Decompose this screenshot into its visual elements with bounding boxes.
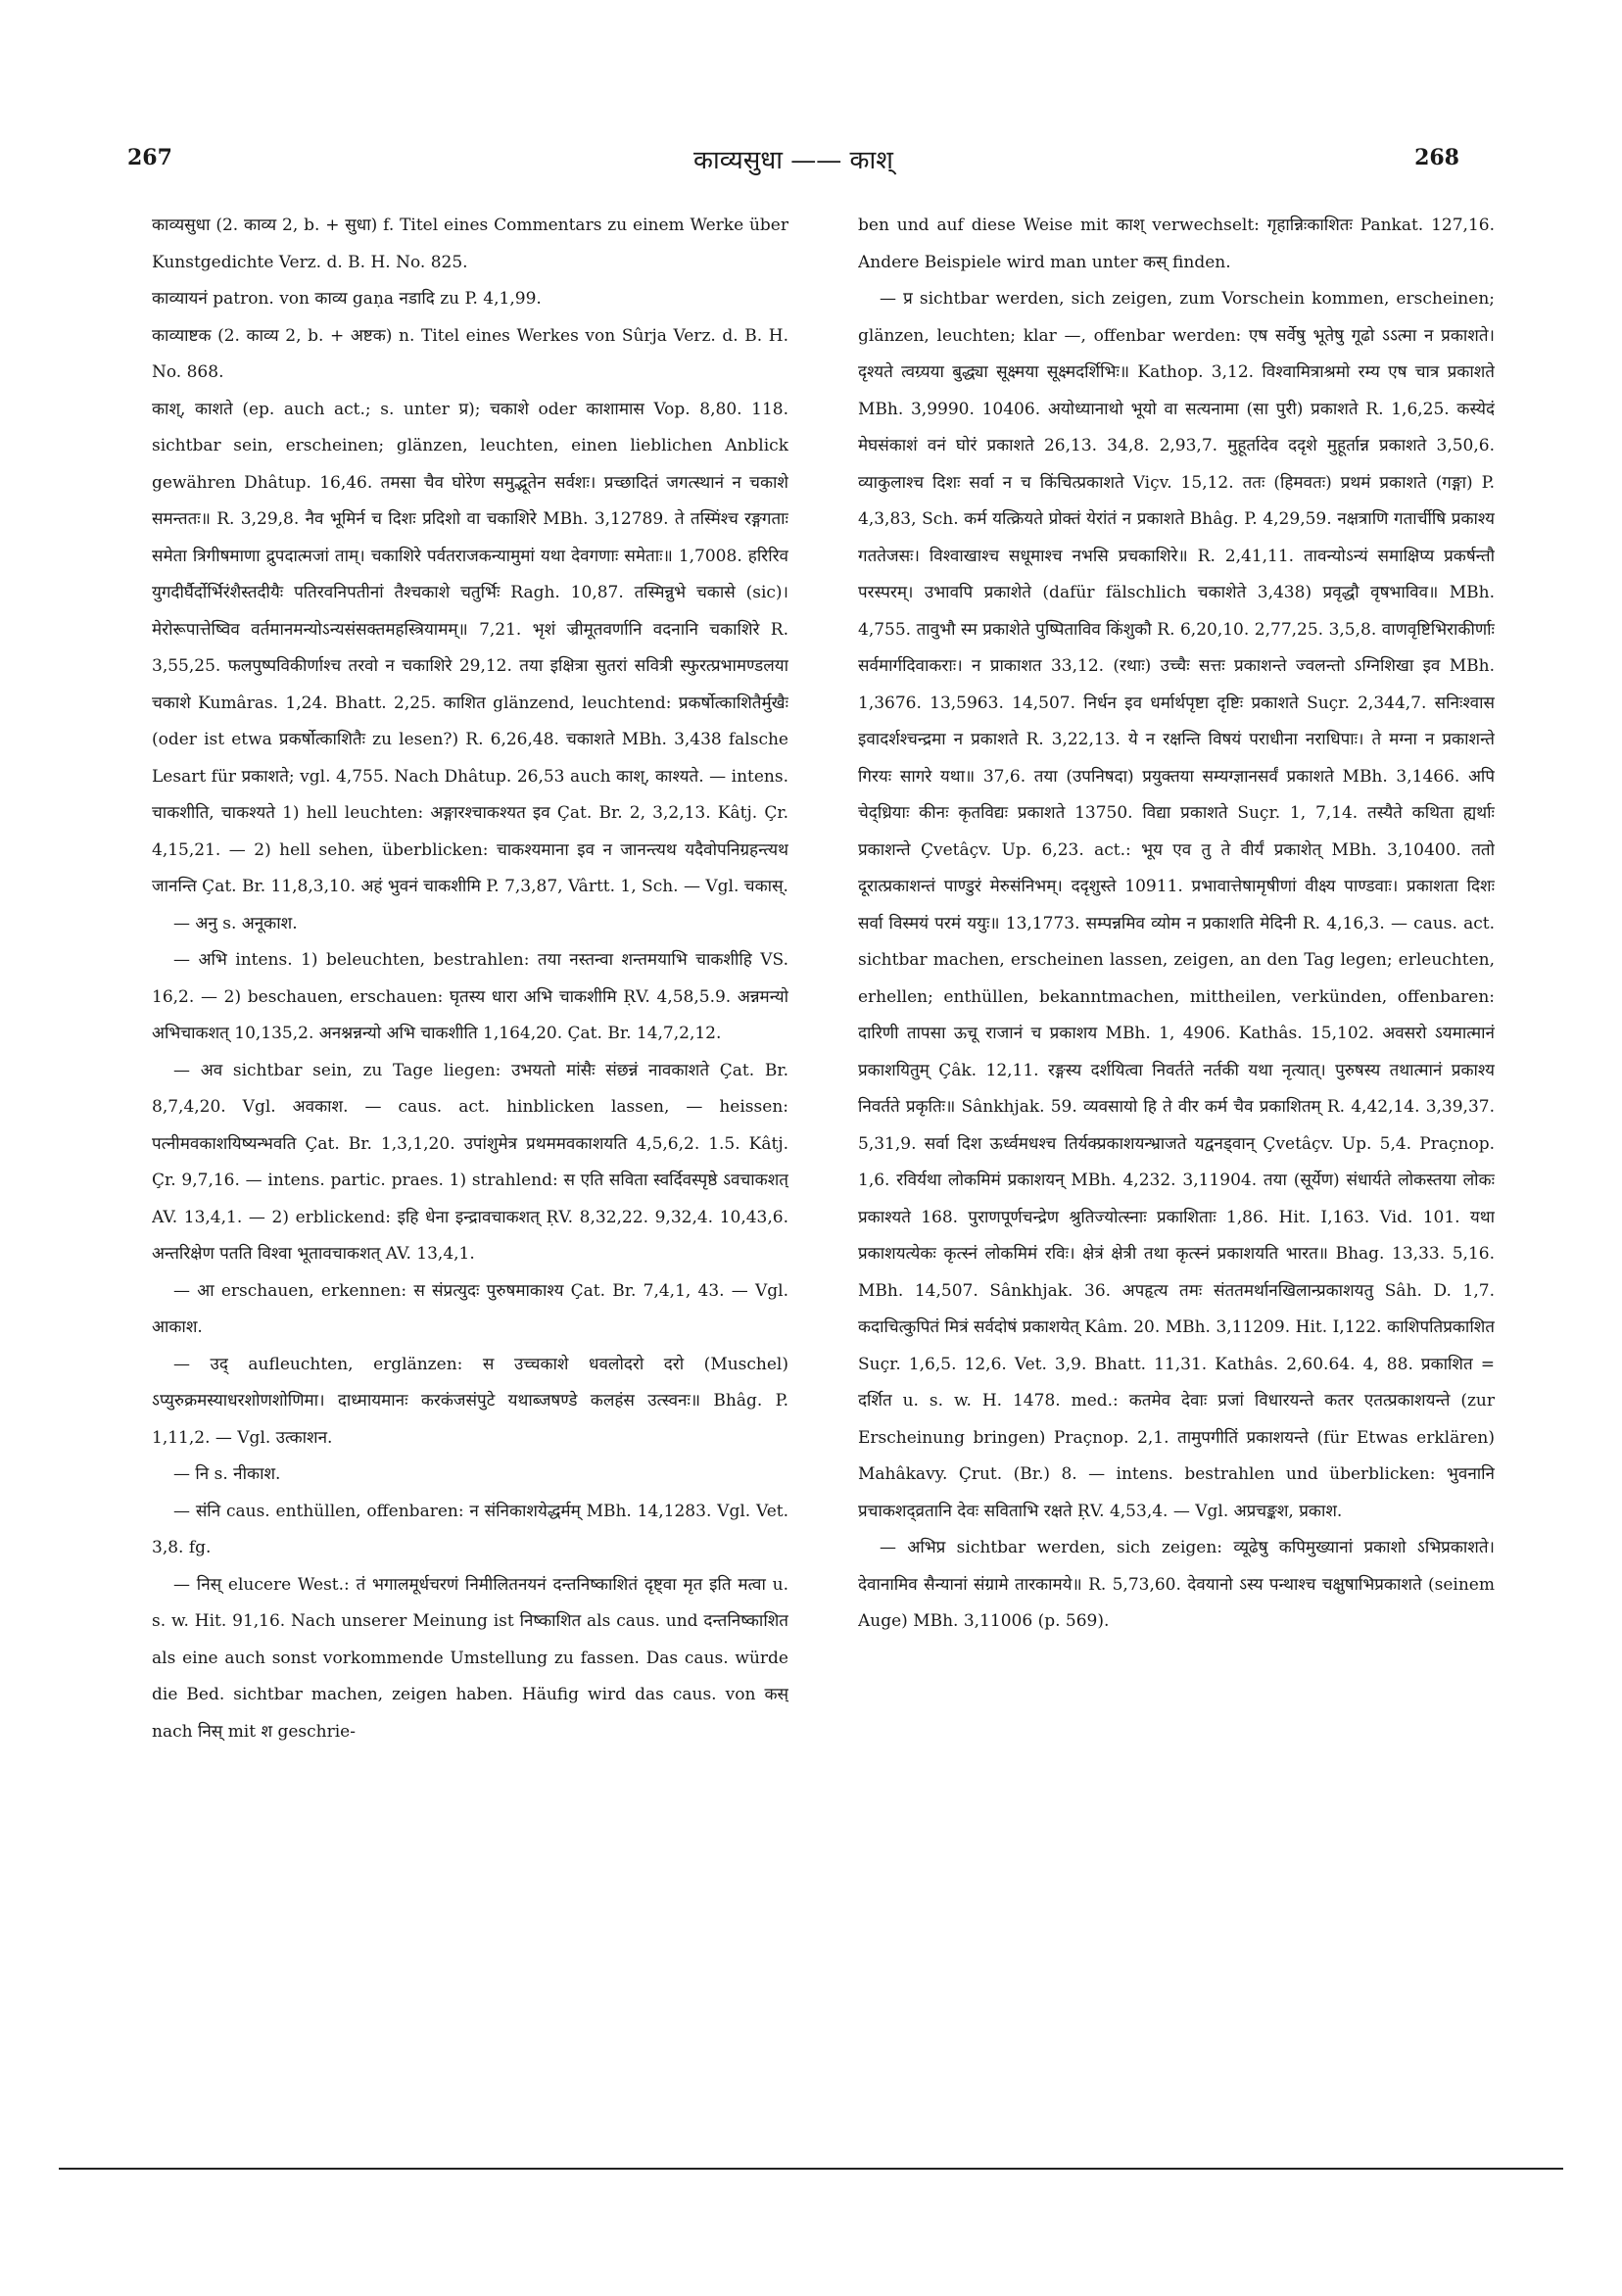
- entry-kavyashtaka: काव्याष्टक (2. काव्य 2, b. + अष्टक) n. Titel eines Werkes von Sûrja Verz. d. B. H. No. 868.: [152, 325, 788, 382]
- entry-kavyayana: काव्यायनं patron. von काव्य gaṇa नडादि zu P. 4,1,99.: [152, 289, 542, 309]
- subentry-abhipra: — अभिप्र sichtbar werden, sich zeigen: व्यूढेषु कपिमुख्यानां प्रकाशो ऽभिप्रकाशते। देवानामिव सैन्यानां संग्रामे तारकामये॥ R. 5,73,60. देवयानो ऽस्य पन्थाश्च चक्षुषाभिप्रकाशते (seinem Auge) MBh. 3,11006 (p. 569).: [858, 1538, 1495, 1631]
- page-title: काव्यसुधा —— काश्: [693, 146, 893, 175]
- right-column: [858, 208, 1495, 1853]
- subentry-a: — आ erschauen, erkennen: स संप्रत्युदः पुरुषमाकाश्य Çat. Br. 7,4,1, 43. — Vgl. आकाश.: [152, 1280, 788, 1337]
- subentry-anu: — अनु s. अनूकाश.: [173, 913, 298, 933]
- continuation-nis: ben und auf diese Weise mit काश् verwechselt: गृहान्निःकाशितः Pankat. 127,16. Andere Beispiele wird man unter कस् finden.: [858, 215, 1495, 272]
- subentry-ni: — नि s. नीकाश.: [173, 1464, 281, 1484]
- subentry-ud: — उद् aufleuchten, erglänzen: स उच्चकाशे धवलोदरो दरो (Muschel) ऽप्युरुक्रमस्याधरशोणशोणिमा। दाध्मायमानः करकंजसंपुटे यथाब्जषण्डे कलहंस उत्स्वनः॥ Bhâg. P. 1,11,2. — Vgl. उत्काशन.: [152, 1354, 788, 1448]
- footer-rule: [59, 2168, 1563, 2170]
- subentry-ava: — अव sichtbar sein, zu Tage liegen: उभयतो मांसैः संछन्नं नावकाशते Çat. Br. 8,7,4,20. Vgl. अवकाश. — caus. act. hinblicken lassen, — heissen: पत्नीमवकाशयिष्यन्भवति Çat. Br. 1,3,1,20. उपांशुमेत्र प्रथममवकाशयति 4,5,6,2. 1.5. Kâtj. Çr. 9,7,16. — intens. partic. praes. 1) strahlend: स एति सविता स्वर्दिवस्पृष्ठे ऽवचाकशत् AV. 13,4,1. — 2) erblickend: इहि धेना इन्द्रावचाकशत् ṚV. 8,32,22. 9,32,4. 10,43,6. अन्तरिक्षेण पतति विश्वा भूतावचाकशत् AV. 13,4,1.: [152, 1060, 788, 1264]
- page-header: [127, 145, 1459, 184]
- subentry-nis: — निस् elucere West.: तं भगालमूर्धचरणं निमीलितनयनं दन्तनिष्काशितं दृष्ट्वा मृत इति मत्वा u. s. w. Hit. 91,16. Nach unserer Meinung ist निष्काशित als caus. und दन्तनिष्काशित als eine auch sonst vorkommende Umstellung zu fassen. Das caus. würde die Bed. sichtbar machen, zeigen haben. Häufig wird das caus. von कस् nach निस् mit श geschrie-: [152, 1574, 788, 1742]
- left-page-number: 267: [127, 145, 172, 170]
- right-page-number: 268: [1414, 145, 1459, 170]
- subentry-samni: — संनि caus. enthüllen, offenbaren: न संनिकाशयेद्धर्मम् MBh. 14,1283. Vgl. Vet. 3,8. fg.: [152, 1501, 788, 1557]
- entry-kavyasudha: काव्यसुधा (2. काव्य 2, b. + सुधा) f. Titel eines Commentars zu einem Werke über Kunstgedichte Verz. d. B. H. No. 825.: [152, 215, 788, 272]
- subentry-pra: — प्र sichtbar werden, sich zeigen, zum Vorschein kommen, erscheinen; glänzen, leuchten; klar —, offenbar werden: एष सर्वेषु भूतेषु गूढो ऽऽत्मा न प्रकाशते। दृश्यते त्वग्र्यया बुद्ध्या सूक्ष्मया सूक्ष्मदर्शिभिः॥ Kathop. 3,12. विश्वामित्राश्रमो रम्य एष चात्र प्रकाशते MBh. 3,9990. 10406. अयोध्यानाथो भूयो वा सत्यनामा (सा पुरी) प्रकाशते R. 1,6,25. कस्येदं मेघसंकाशं वनं घोरं प्रकाशते 26,13. 34,8. 2,93,7. मुहूर्तादेव ददृशे मुहूर्तान्न प्रकाशते 3,50,6. व्याकुलाश्च दिशः सर्वा न च किंचित्प्रकाशते Viçv. 15,12. ततः (हिमवतः) प्रथमं प्रकाशते (गङ्गा) P. 4,3,83, Sch. कर्म यत्क्रियते प्रोक्तं येरांतं न प्रकाशते Bhâg. P. 4,29,59. नक्षत्राणि गतार्चीषि प्रकाश्य गततेजसः। विश्वाखाश्च सधूमाश्च नभसि प्रचकाशिरे॥ R. 2,41,11. तावन्योऽन्यं समाक्षिप्य प्रकर्षन्तौ परस्परम्। उभावपि प्रकाशेते (dafür fälschlich चकाशेते 3,438) प्रवृद्धौ वृषभाविव॥ MBh. 4,755. तावुभौ स्म प्रकाशेते पुष्पिताविव किंशुकौ R. 6,20,10. 2,77,25. 3,5,8. वाणवृष्टिभिराकीर्णाः सर्वमार्गदिवाकराः। न प्राकाशत 33,12. (रथाः) उच्चैः सत्तः प्रकाशन्ते ज्वलन्तो ऽग्निशिखा इव MBh. 1,3676. 13,5963. 14,507. निर्धन इव धर्मार्थपृष्टा दृष्टिः प्रकाशते Suçr. 2,344,7. सनिःश्वास इवादर्शश्चन्द्रमा न प्रकाशते R. 3,22,13. ये न रक्षन्ति विषयं पराधीना नराधिपाः। ते मग्ना न प्रकाशन्ते गिरयः सागरे यथा॥ 37,6. तया (उपनिषदा) प्रयुक्तया सम्यग्ज्ञानसर्वं प्रकाशते MBh. 3,1466. अपि चेद्ध्रियाः कीनः कृतविद्यः प्रकाशते 13750. विद्या प्रकाशते Suçr. 1, 7,14. तस्यैते कथिता ह्यर्थाः प्रकाशन्ते Çvetâçv. Up. 6,23. act.: भूय एव तु ते वीर्यं प्रकाशेत् MBh. 3,10400. ततो दूरात्प्रकाशन्तं पाण्डुरं मेरुसंनिभम्। ददृशुस्ते 10911. प्रभावात्तेषामृषीणां वीक्ष्य पाण्डवाः। प्रकाशता दिशः सर्वा विस्मयं परमं ययुः॥ 13,1773. सम्पन्नमिव व्योम न प्रकाशति मेदिनी R. 4,16,3. — caus. act. sichtbar machen, erscheinen lassen, zeigen, an den Tag legen; erleuchten, erhellen; enthüllen, bekanntmachen, mittheilen, verkünden, offenbaren: दारिणी तापसा ऊचू राजानं च प्रकाशय MBh. 1, 4906. Kathâs. 15,102. अवसरो ऽयमात्मानं प्रकाशयितुम् Çâk. 12,11. रङ्गस्य दर्शयित्वा निवर्तते नर्तकी यथा नृत्यात्। पुरुषस्य तथात्मानं प्रकाश्य निवर्तते प्रकृतिः॥ Sânkhjak. 59. व्यवसायो हि ते वीर कर्म चैव प्रकाशितम् R. 4,42,14. 3,39,37. 5,31,9. सर्वा दिश ऊर्ध्वमधश्च तिर्यक्प्रकाशयन्भ्राजते यद्वनड्वान् Çvetâçv. Up. 5,4. Praçnop. 1,6. रविर्यथा लोकमिमं प्रकाशयन् MBh. 4,232. 3,11904. तया (सूर्येण) संधार्यते लोकस्तया लोकः प्रकाश्यते 168. पुराणपूर्णचन्द्रेण श्रुतिज्योत्स्नाः प्रकाशिताः 1,86. Hit. I,163. Vid. 101. यथा प्रकाशयत्येकः कृत्स्नं लोकमिमं रविः। क्षेत्रं क्षेत्री तथा कृत्स्नं प्रकाशयति भारत॥ Bhag. 13,33. 5,16. MBh. 14,507. Sânkhjak. 36. अपहृत्य तमः संततमर्थानखिलान्प्रकाशयतु Sâh. D. 1,7. कदाचित्कुपितं मित्रं सर्वदोषं प्रकाशयेत् Kâm. 20. MBh. 3,11209. Hit. I,122. काशिपतिप्रकाशित Suçr. 1,6,5. 12,6. Vet. 3,9. Bhatt. 11,31. Kathâs. 2,60.64. 4, 88. प्रकाशित = दर्शित u. s. w. H. 1478. med.: कतमेव देवाः प्रजां विधारयन्ते कतर एतत्प्रकाशयन्ते (zur Erscheinung bringen) Praçnop. 2,1. तामुपगीतिं प्रकाशयन्ते (für Etwas erklären) Mahâkavy. Çrut. (Br.) 8. — intens. bestrahlen und überblicken: भुवनानि प्रचाकशद्व्रतानि देवः सविताभि रक्षते ṚV. 4,53,4. — Vgl. अप्रचङ्कश, प्रकाश.: [858, 289, 1495, 1521]
- subentry-abhi: — अभि intens. 1) beleuchten, bestrahlen: तया नस्तन्वा शन्तमयाभि चाकशीहि VS. 16,2. — 2) beschauen, erschauen: घृतस्य धारा अभि चाकशीमि ṚV. 4,58,5.9. अन्नमन्यो अभिचाकशत् 10,135,2. अनश्नन्नन्यो अभि चाकशीति 1,164,20. Çat. Br. 14,7,2,12.: [152, 950, 788, 1043]
- left-column: [152, 208, 788, 1853]
- entry-kash: काश्, काशते (ep. auch act.; s. unter प्र); चकाशे oder काशामास Vop. 8,80. 118. sichtbar sein, erscheinen; glänzen, leuchten, einen lieblichen Anblick gewähren Dhâtup. 16,46. तमसा चैव घोरेण समुद्भूतेन सर्वशः। प्रच्छादितं जगत्स्थानं न चकाशे समन्ततः॥ R. 3,29,8. नैव भूमिर्न च दिशः प्रदिशो वा चकाशिरे MBh. 3,12789. ते तस्मिंश्च रङ्गगताः समेता त्रिगीषमाणा द्रुपदात्मजां ताम्। चकाशिरे पर्वतराजकन्यामुमां यथा देवगणाः समेताः॥ 1,7008. हरिरिव युगदीर्घैर्दोर्भिरंशैस्तदीयैः पतिरवनिपतीनां तैश्चकाशे चतुर्भिः Ragh. 10,87. तस्मिन्नुभे चकासे (sic)। मेरोरूपात्तेष्विव वर्तमानमन्योऽन्यसंसक्तमहस्त्रियामम्॥ 7,21. भृशं ज्रीमूतवर्णानि वदनानि चकाशिरे R. 3,55,25. फलपुष्पविकीर्णाश्च तरवो न चकाशिरे 29,12. तया इक्षित्रा सुतरां सवित्री स्फुरत्प्रभामण्डलया चकाशे Kumâras. 1,24. Bhatt. 2,25. काशित glänzend, leuchtend: प्रकर्षोत्काशितैर्मुखैः (oder ist etwa प्रकर्षोत्काशितैः zu lesen?) R. 6,26,48. चकाशते MBh. 3,438 falsche Lesart für प्रकाशते; vgl. 4,755. Nach Dhâtup. 26,53 auch काश्, काश्यते. — intens. चाकशीति, चाकश्यते 1) hell leuchten: अङ्गारश्चाकश्यत इव Çat. Br. 2, 3,2,13. Kâtj. Çr. 4,15,21. — 2) hell sehen, überblicken: चाकश्यमाना इव न जानन्त्यथ यदैवोपनिग्रहन्त्यथ जानन्ति Çat. Br. 11,8,3,10. अहं भुवनं चाकशीमि P. 7,3,87, Vârtt. 1, Sch. — Vgl. चकास्.: [152, 399, 788, 896]
